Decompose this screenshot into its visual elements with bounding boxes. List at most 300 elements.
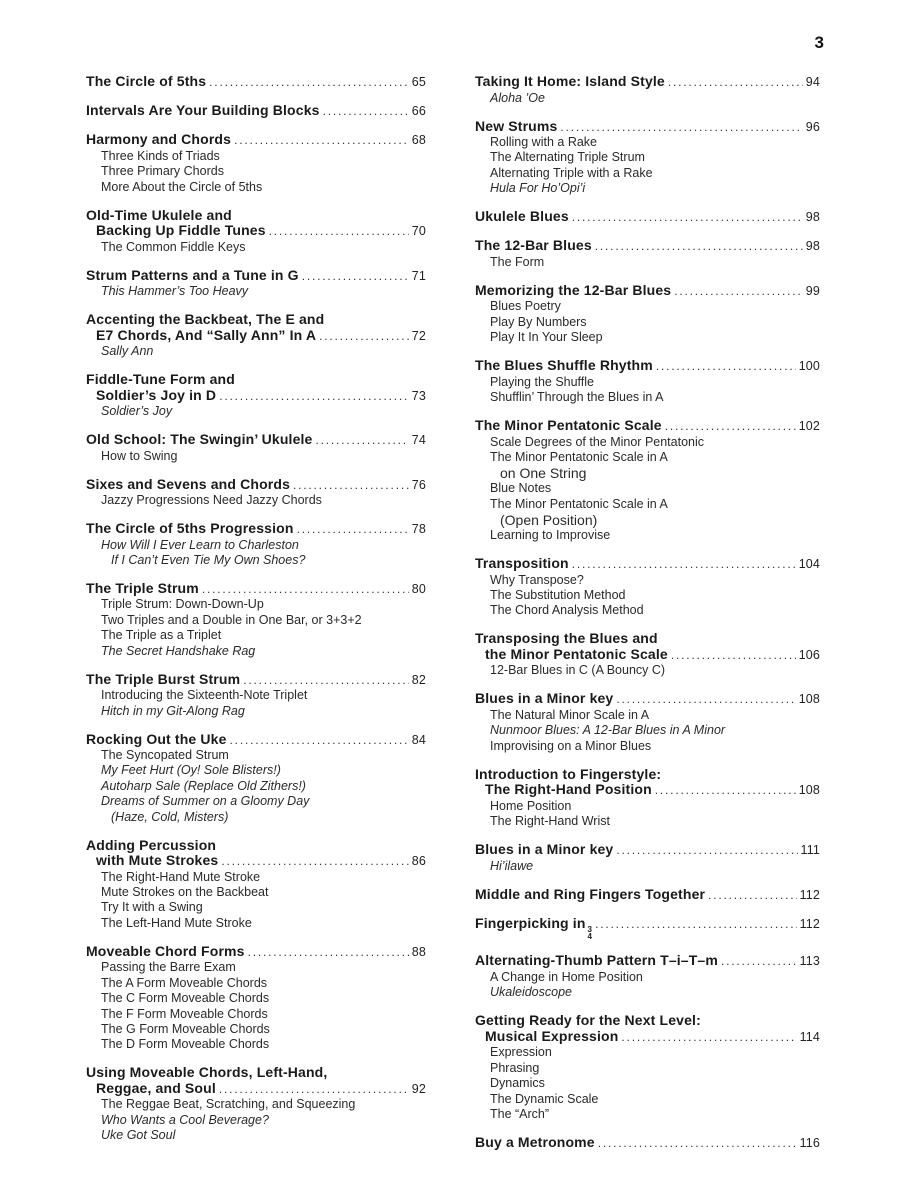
toc-heading-text: [485, 782, 652, 798]
toc-subtopic: The A Form Moveable Chords: [101, 975, 268, 990]
toc-heading-text: [86, 432, 313, 448]
toc-page-number: 73: [411, 388, 426, 403]
toc-heading-text: [86, 732, 227, 748]
toc-entry[interactable]: [86, 838, 426, 932]
dot-leader: [671, 648, 796, 664]
toc-heading-row: [475, 691, 820, 708]
toc-heading-row: [475, 1029, 820, 1046]
toc-entry[interactable]: [475, 119, 820, 197]
toc-heading-row: [475, 953, 820, 970]
toc-entry-heading: [475, 767, 820, 799]
toc-heading-label: Old School: The Swingin’ Ukulele: [86, 431, 313, 447]
toc-heading-label: Transposition: [475, 555, 569, 572]
toc-subtopic: The Reggae Beat, Scratching, and Squeezing: [101, 1097, 356, 1112]
toc-entry[interactable]: [475, 842, 820, 874]
toc-page-number: 80: [411, 581, 426, 596]
toc-heading-text: [96, 388, 216, 404]
toc-entry[interactable]: [86, 432, 426, 464]
toc-subtopic: Jazzy Progressions Need Jazzy Chords: [101, 493, 322, 507]
toc-heading-row: [475, 119, 820, 136]
toc-heading-row: [475, 418, 820, 435]
toc-subtopic: The D Form Moveable Chords: [101, 1037, 270, 1052]
toc-subtopic: A Change in Home Position: [490, 969, 643, 984]
toc-heading-text: [485, 647, 668, 663]
toc-entry[interactable]: [475, 238, 820, 270]
toc-song-title: Hi’ilawe: [490, 858, 534, 873]
dot-leader: [209, 75, 409, 91]
toc-song-title: Soldier’s Joy: [101, 404, 173, 418]
dot-leader: [297, 522, 409, 538]
toc-heading-row: [86, 521, 426, 538]
toc-page-number: 68: [411, 133, 426, 148]
toc-heading-label: The Circle of 5ths: [86, 73, 207, 89]
toc-heading-text: [475, 209, 569, 225]
toc-subtopic: Scale Degrees of the Minor Pentatonic: [490, 434, 705, 449]
toc-entry[interactable]: [475, 209, 820, 226]
toc-heading-row: [86, 388, 426, 405]
toc-song-title: Aloha ’Oe: [490, 90, 545, 105]
toc-entry-heading: [475, 916, 820, 941]
toc-heading-row: [475, 916, 820, 941]
toc-heading-label: Memorizing the 12-Bar Blues: [475, 281, 672, 298]
toc-heading-text: [475, 1135, 595, 1151]
toc-entry[interactable]: [86, 581, 426, 659]
toc-heading-line: Adding Percussion: [86, 836, 217, 853]
toc-heading-row: [86, 944, 426, 961]
toc-subtopic: Why Transpose?: [490, 572, 584, 587]
toc-heading-row: [86, 328, 426, 345]
toc-page-number: 71: [411, 268, 426, 283]
toc-entry[interactable]: [86, 944, 426, 1053]
toc-heading-row: [475, 283, 820, 300]
toc-page-number: 96: [805, 119, 820, 134]
toc-heading-row: [86, 432, 426, 449]
toc-heading-row: [475, 782, 820, 799]
toc-column-left: [86, 74, 426, 1156]
toc-subtopic: The C Form Moveable Chords: [101, 991, 270, 1006]
dot-leader: [656, 359, 796, 375]
toc-heading-text: [475, 238, 592, 254]
toc-subtopic: Passing the Barre Exam: [101, 960, 236, 975]
toc-entry-heading: [475, 119, 820, 136]
toc-page-number: 114: [799, 1029, 820, 1044]
dot-leader: [616, 843, 797, 859]
toc-subtopic: The F Form Moveable Chords: [101, 1006, 268, 1021]
toc-subtopic: The G Form Moveable Chords: [101, 1022, 270, 1036]
time-signature: [588, 926, 593, 941]
toc-page-number: 70: [411, 224, 426, 238]
toc-heading-text: [86, 581, 199, 597]
toc-entry-heading: [86, 312, 426, 344]
toc-subtopic: How to Swing: [101, 448, 178, 463]
dot-leader: [293, 478, 409, 494]
toc-entry[interactable]: [475, 1013, 820, 1122]
toc-subtopic: Playing the Shuffle: [490, 374, 595, 389]
toc-page-number: 94: [805, 75, 820, 89]
toc-page-number: 99: [805, 283, 820, 298]
toc-song-title: Nunmoor Blues: A 12-Bar Blues in A Minor: [490, 723, 726, 738]
toc-subtopic: The Dynamic Scale: [490, 1091, 599, 1106]
toc-heading-row: [86, 132, 426, 149]
toc-page-number: 78: [411, 522, 426, 536]
toc-subtopic: Phrasing: [490, 1060, 540, 1075]
toc-subtopic: Rolling with a Rake: [490, 135, 597, 149]
toc-subtopic: The Natural Minor Scale in A: [490, 707, 650, 722]
toc-subtopic: Try It with a Swing: [101, 900, 203, 915]
toc-entry[interactable]: [475, 631, 820, 678]
toc-subtopic: on One String: [500, 465, 587, 482]
toc-page-number: 112: [799, 887, 820, 902]
toc-entry[interactable]: [475, 283, 820, 346]
toc-entry[interactable]: [86, 1065, 426, 1143]
dot-leader: [674, 284, 803, 300]
toc-heading-line: Fiddle-Tune Form and: [86, 371, 235, 387]
dot-leader: [234, 133, 409, 149]
toc-page-number: 102: [798, 419, 820, 434]
toc-heading-label: The 12-Bar Blues: [475, 237, 592, 254]
toc-heading-label: with Mute Strokes: [96, 852, 219, 869]
toc-heading-row: [475, 647, 820, 664]
toc-heading-label: The Blues Shuffle Rhythm: [475, 357, 653, 374]
toc-subtopic: The Minor Pentatonic Scale in A: [490, 449, 668, 464]
toc-subtopic: Mute Strokes on the Backbeat: [101, 885, 269, 900]
toc-entry-heading: [86, 208, 426, 240]
dot-leader: [248, 945, 409, 961]
toc-song-title: This Hammer’s Too Heavy: [101, 284, 249, 298]
toc-heading-label: Fingerpicking in: [475, 914, 586, 931]
toc-page-number: 92: [411, 1081, 426, 1096]
dot-leader: [665, 419, 796, 435]
toc-page-number: 82: [411, 672, 426, 687]
toc-entry[interactable]: [86, 477, 426, 509]
dot-leader: [655, 783, 796, 799]
toc-subtopic: The Left-Hand Mute Stroke: [101, 915, 252, 930]
toc-subtopic: Expression: [490, 1045, 552, 1060]
toc-entry-heading: [475, 842, 820, 859]
toc-song-title: Ukaleidoscope: [490, 985, 572, 1000]
toc-heading-line: Introduction to Fingerstyle:: [475, 765, 662, 782]
toc-entry[interactable]: [475, 887, 820, 904]
toc-entry[interactable]: [475, 953, 820, 1000]
toc-subtopic: Three Kinds of Triads: [101, 148, 220, 163]
toc-entry-heading: [475, 887, 820, 904]
toc-subtopic: The Chord Analysis Method: [490, 603, 644, 618]
toc-entry-heading: [475, 238, 820, 255]
toc-heading-label: The Circle of 5ths Progression: [86, 520, 294, 536]
toc-heading-text: [96, 328, 316, 344]
toc-entry-heading: [475, 631, 820, 663]
toc-page-number: 66: [411, 104, 426, 119]
toc-subtopic: The “Arch”: [490, 1106, 550, 1121]
toc-heading-row: [86, 672, 426, 689]
toc-page-number: 84: [411, 732, 426, 747]
toc-heading-label: Blues in a Minor key: [475, 690, 614, 707]
toc-heading-row: [86, 74, 426, 91]
dot-leader: [243, 673, 409, 689]
toc-subtopic: The Substitution Method: [490, 588, 626, 603]
toc-heading-label: The Right-Hand Position: [485, 781, 652, 798]
toc-song-title: How Will I Ever Learn to Charleston: [101, 537, 299, 552]
toc-heading-label: Taking It Home: Island Style: [475, 73, 665, 89]
dot-leader: [269, 224, 409, 240]
dot-leader: [572, 210, 803, 226]
toc-entry[interactable]: [86, 732, 426, 826]
toc-heading-row: [86, 103, 426, 120]
toc-subtopic: The Triple as a Triplet: [101, 628, 222, 643]
toc-heading-label: Musical Expression: [485, 1027, 619, 1044]
dot-leader: [560, 120, 802, 136]
toc-heading-text: [475, 556, 569, 572]
toc-entry-heading: [86, 672, 426, 689]
toc-page-number: 100: [798, 359, 820, 374]
toc-subtopic: The Common Fiddle Keys: [101, 239, 246, 254]
dot-leader: [202, 582, 409, 598]
toc-page-number: 106: [798, 647, 820, 662]
toc-heading-row: [86, 223, 426, 240]
toc-subtopic: Three Primary Chords: [101, 164, 224, 179]
toc-page-number: 65: [411, 75, 426, 89]
toc-entry-heading: [86, 432, 426, 449]
toc-entry-heading: [86, 581, 426, 598]
toc-page-number: 104: [798, 557, 820, 572]
toc-heading-row: [475, 887, 820, 904]
toc-subtopic: Two Triples and a Double in One Bar, or 3+3+2: [101, 612, 362, 627]
toc-entry[interactable]: [475, 418, 820, 544]
toc-page-number: 113: [799, 954, 820, 969]
toc-subtopic: Play It In Your Sleep: [490, 330, 603, 345]
toc-heading-label: Soldier’s Joy in D: [96, 386, 217, 403]
dot-leader: [721, 954, 797, 970]
dot-leader: [595, 239, 803, 255]
toc-heading-label: Strum Patterns and a Tune in G: [86, 266, 299, 283]
toc-heading-label: Alternating-Thumb Pattern T–i–T–m: [475, 952, 718, 969]
dot-leader: [219, 389, 409, 405]
toc-heading-row: [475, 556, 820, 573]
toc-entry-heading: [86, 521, 426, 538]
toc-entry[interactable]: [86, 132, 426, 195]
toc-heading-label: Backing Up Fiddle Tunes: [96, 222, 266, 238]
toc-heading-label: Reggae, and Soul: [96, 1079, 216, 1096]
toc-heading-label: Rocking Out the Uke: [86, 730, 227, 747]
toc-subtopic: Improvising on a Minor Blues: [490, 738, 652, 753]
toc-entry[interactable]: [86, 312, 426, 359]
toc-entry-heading: [475, 74, 820, 91]
toc-heading-text: [86, 103, 320, 119]
toc-heading-text: [86, 74, 206, 90]
toc-heading-text: [475, 283, 671, 299]
toc-heading-row: [475, 1135, 820, 1152]
toc-entry-heading: [86, 838, 426, 870]
toc-heading-label: The Minor Pentatonic Scale: [475, 417, 662, 434]
toc-entry-heading: [475, 1135, 820, 1152]
toc-entry-heading: [475, 953, 820, 970]
dot-leader: [230, 733, 409, 749]
dot-leader: [221, 854, 408, 870]
toc-heading-row: [86, 853, 426, 870]
toc-heading-text: [96, 223, 266, 239]
toc-page-number: 74: [411, 433, 426, 447]
toc-subtopic: Introducing the Sixteenth-Note Triplet: [101, 688, 308, 703]
toc-page-number: 98: [805, 210, 820, 225]
dot-leader: [621, 1030, 796, 1046]
toc-page-number: 76: [411, 477, 426, 492]
toc-subtopic: 12-Bar Blues in C (A Bouncy C): [490, 663, 666, 678]
toc-heading-text: [475, 916, 592, 941]
toc-heading-row: [86, 732, 426, 749]
page-number: 3: [814, 33, 824, 52]
time-signature-bottom: 4: [587, 932, 593, 942]
toc-entry[interactable]: [475, 74, 820, 106]
toc-subtopic: Learning to Improvise: [490, 528, 611, 543]
toc-heading-text: [96, 1081, 216, 1097]
toc-subtopic: The Right-Hand Wrist: [490, 814, 610, 829]
toc-subtopic: More About the Circle of 5ths: [101, 179, 263, 194]
toc-heading-label: Blues in a Minor key: [475, 841, 614, 858]
toc-heading-text: [96, 853, 218, 869]
toc-heading-text: [86, 944, 245, 960]
toc-heading-text: [475, 119, 557, 135]
toc-entry[interactable]: [86, 521, 426, 568]
toc-song-title: The Secret Handshake Rag: [101, 643, 256, 658]
toc-subtopic: The Right-Hand Mute Stroke: [101, 869, 261, 884]
toc-subtopic: Play By Numbers: [490, 314, 587, 329]
toc-heading-text: [86, 521, 294, 537]
toc-heading-row: [475, 842, 820, 859]
toc-entry[interactable]: [86, 103, 426, 120]
toc-entry[interactable]: [475, 916, 820, 941]
toc-page-number: 108: [798, 783, 820, 798]
toc-subtopic: Shufflin’ Through the Blues in A: [490, 390, 664, 405]
dot-leader: [302, 269, 409, 285]
dot-leader: [316, 433, 409, 449]
toc-entry-heading: [86, 268, 426, 285]
toc-entry[interactable]: [86, 74, 426, 91]
toc-entry-heading: [475, 1013, 820, 1045]
dot-leader: [616, 692, 795, 708]
toc-entry-heading: [86, 372, 426, 404]
toc-entry-heading: [475, 418, 820, 435]
toc-entry[interactable]: [86, 208, 426, 255]
toc-entry-heading: [86, 74, 426, 91]
toc-entry-heading: [86, 132, 426, 149]
toc-heading-row: [475, 358, 820, 375]
toc-heading-text: [485, 1029, 618, 1045]
toc-subtopic: Home Position: [490, 798, 572, 813]
toc-heading-label: New Strums: [475, 117, 558, 134]
toc-heading-line: Old-Time Ukulele and: [86, 206, 232, 223]
toc-song-title: Autoharp Sale (Replace Old Zithers!): [101, 778, 306, 793]
toc-subtopic: The Form: [490, 254, 545, 269]
toc-song-title: Who Wants a Cool Beverage?: [101, 1112, 269, 1127]
toc-entry-heading: [86, 732, 426, 749]
toc-heading-label: Ukulele Blues: [475, 208, 569, 225]
toc-heading-label: Intervals Are Your Building Blocks: [86, 102, 320, 119]
toc-heading-line: Transposing the Blues and: [475, 630, 658, 647]
toc-subtopic: The Alternating Triple Strum: [490, 150, 645, 165]
toc-subtopic: (Open Position): [500, 512, 598, 529]
toc-entry[interactable]: [86, 268, 426, 300]
toc-entry[interactable]: [475, 556, 820, 619]
toc-heading-text: [475, 418, 662, 434]
toc-heading-row: [86, 581, 426, 598]
toc-heading-label: Middle and Ring Fingers Together: [475, 885, 706, 902]
toc-song-title: Uke Got Soul: [101, 1128, 176, 1143]
toc-subtopic: The Minor Pentatonic Scale in A: [490, 496, 668, 511]
toc-page-number: 72: [411, 328, 426, 343]
toc-page-number: 108: [798, 692, 820, 707]
toc-subtopic: Alternating Triple with a Rake: [490, 165, 653, 180]
toc-subtopic: The Syncopated Strum: [101, 748, 229, 763]
toc-entry[interactable]: [475, 691, 820, 754]
toc-heading-text: [475, 74, 665, 90]
toc-song-title: (Haze, Cold, Misters): [111, 809, 229, 824]
toc-heading-text: [86, 132, 231, 148]
toc-song-title: My Feet Hurt (Oy! Sole Blisters!): [101, 763, 281, 778]
dot-leader: [319, 329, 409, 345]
toc-entry-heading: [86, 103, 426, 120]
toc-page-number: 86: [411, 854, 426, 869]
toc-entry-heading: [475, 283, 820, 300]
toc-page-number: 98: [805, 239, 820, 254]
toc-heading-text: [86, 672, 240, 688]
toc-page-number: 116: [799, 1135, 820, 1150]
toc-heading-text: [475, 358, 653, 374]
toc-entry-heading: [86, 944, 426, 961]
toc-heading-line: Getting Ready for the Next Level:: [475, 1012, 701, 1029]
dot-leader: [219, 1082, 409, 1098]
toc-entry[interactable]: [86, 672, 426, 719]
toc-heading-line: Using Moveable Chords, Left-Hand,: [86, 1064, 328, 1081]
toc-heading-text: [86, 477, 290, 493]
toc-entry-heading: [475, 358, 820, 375]
toc-heading-label: The Triple Strum: [86, 579, 199, 596]
toc-subtopic: Blue Notes: [490, 481, 552, 496]
toc-entry[interactable]: [475, 358, 820, 405]
toc-entry-heading: [475, 209, 820, 226]
toc-entry[interactable]: [475, 1135, 820, 1152]
toc-subtopic: Triple Strum: Down-Down-Up: [101, 597, 264, 612]
toc-heading-label: Sixes and Sevens and Chords: [86, 475, 291, 492]
toc-entry-heading: [86, 477, 426, 494]
toc-heading-label: The Triple Burst Strum: [86, 670, 241, 687]
dot-leader: [595, 917, 796, 933]
toc-heading-text: [475, 842, 613, 858]
toc-column-right: [475, 74, 820, 1164]
toc-heading-label: Buy a Metronome: [475, 1133, 595, 1150]
toc-heading-row: [475, 209, 820, 226]
toc-heading-text: [86, 268, 299, 284]
toc-entry[interactable]: [475, 767, 820, 830]
toc-subtopic: Dynamics: [490, 1076, 545, 1091]
dot-leader: [323, 104, 409, 120]
toc-heading-text: [475, 953, 718, 969]
toc-heading-label: Moveable Chord Forms: [86, 942, 245, 959]
toc-entry[interactable]: [86, 372, 426, 419]
toc-heading-row: [86, 268, 426, 285]
toc-entry-heading: [475, 556, 820, 573]
toc-heading-text: [475, 691, 613, 707]
toc-page-number: 111: [800, 843, 820, 858]
time-signature-top: 3: [587, 924, 593, 934]
dot-leader: [708, 888, 797, 904]
toc-song-title: Dreams of Summer on a Gloomy Day: [101, 794, 310, 809]
toc-page-number: 88: [411, 944, 426, 959]
toc-heading-label: the Minor Pentatonic Scale: [485, 645, 668, 662]
toc-heading-row: [475, 74, 820, 91]
toc-entry-heading: [86, 1065, 426, 1097]
toc-entry-heading: [475, 691, 820, 708]
toc-song-title: Hula For Ho’Opi’i: [490, 181, 586, 196]
